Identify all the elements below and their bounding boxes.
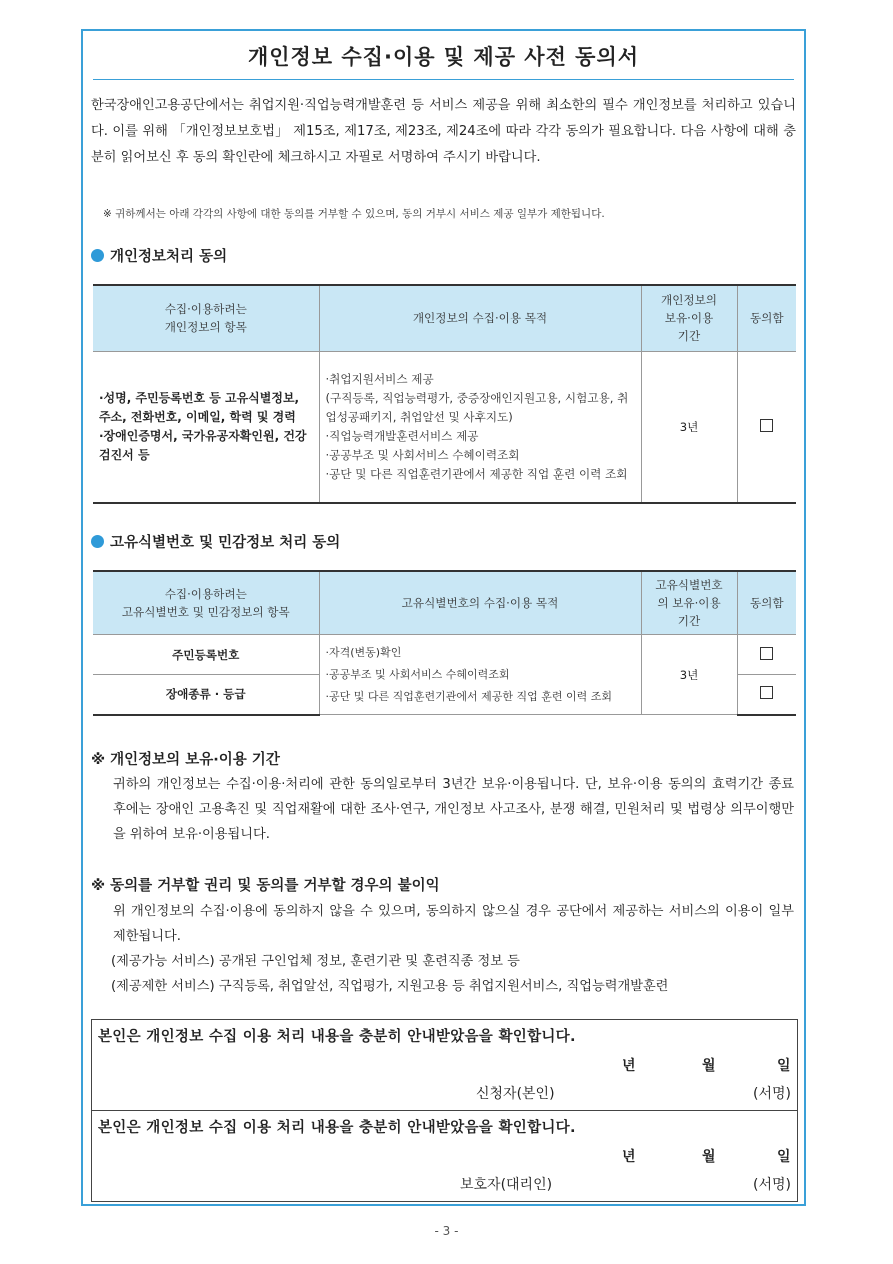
- agree-cell: [737, 675, 796, 715]
- guardian-sign-row: [92, 1110, 797, 1201]
- retention-heading: ※ 개인정보의 보유·이용 기간: [91, 752, 280, 768]
- col-header-purpose: 고유식별번호의 수집·이용 목적: [319, 571, 641, 635]
- item-disability-grade: 장애종류 · 등급: [93, 675, 319, 715]
- col-header-period: 개인정보의 보유·이용 기간: [641, 285, 737, 351]
- signature-field[interactable]: (서명): [753, 1086, 791, 1102]
- bullet-dot-icon: [91, 249, 104, 262]
- agree-checkbox[interactable]: [760, 686, 773, 699]
- title-divider: [93, 79, 794, 80]
- refusal-paragraph: [113, 899, 794, 949]
- col-header-items: 수집·이용하려는 고유식별번호 및 민감정보의 항목: [93, 571, 319, 635]
- day-label: 일: [777, 1058, 791, 1074]
- signature-field[interactable]: (서명): [753, 1177, 791, 1193]
- items-cell: ·성명, 주민등록번호 등 고유식별정보, 주소, 전화번호, 이메일, 학력 및 경력 ·장애인증명서, 국가유공자확인원, 건강검진서 등: [93, 351, 319, 503]
- sensitive-info-table: [93, 570, 796, 716]
- section1-heading: [91, 245, 227, 266]
- consent-statement: 본인은 개인정보 수집 이용 처리 내용을 충분히 안내받았음을 확인합니다.: [98, 1120, 576, 1136]
- period-cell: 3년: [641, 351, 737, 503]
- col-header-purpose: 개인정보의 수집·이용 목적: [319, 285, 641, 351]
- agree-cell: [737, 635, 796, 675]
- intro-text: 한국장애인고용공단에서는 취업지원·직업능력개발훈련 등 서비스 제공을 위해 최소한의 필수 개인정보를 처리하고 있습니다. 이를 위해 「개인정보보호법」 제15조, 제17조, 제23조, 제24조에 따라 각각 동의가 필요합니다. 다음 사항에 대해 충분히 읽어보신 후 동의 확인란에 체크하시고 자필로 서명하여 주시기 바랍니다.: [91, 98, 796, 165]
- retention-text: 귀하의 개인정보는 수집·이용·처리에 관한 동의일로부터 3년간 보유·이용됩니다. 단, 보유·이용 동의의 효력기간 종료 후에는 장애인 고용촉진 및 직업재활에 대한 조사·연구, 개인정보 사고조사, 분쟁 해결, 민원처리 및 법령상 의무이행만을 위하여 보유·이용됩니다.: [113, 777, 794, 842]
- applicant-sign-row: [92, 1020, 797, 1110]
- consent-statement: 본인은 개인정보 수집 이용 처리 내용을 충분히 안내받았음을 확인합니다.: [98, 1029, 576, 1045]
- refusal-text: 위 개인정보의 수집·이용에 동의하지 않을 수 있으며, 동의하지 않으실 경우 공단에서 제공하는 서비스의 이용이 일부 제한됩니다.: [113, 904, 794, 944]
- item-resident-number: 주민등록번호: [93, 635, 319, 675]
- available-services: (제공가능 서비스) 공개된 구인업체 정보, 훈련기관 및 훈련직종 정보 등: [111, 954, 520, 969]
- document-frame: [81, 29, 806, 1206]
- refusal-heading: ※ 동의를 거부할 권리 및 동의를 거부할 경우의 불이익: [91, 878, 440, 894]
- purpose-cell: ·취업지원서비스 제공 (구직등록, 직업능력평가, 중증장애인지원고용, 시험고용, 취업성공패키지, 취업알선 및 사후지도) ·직업능력개발훈련서비스 제공 ·공공부조 및 사회서비스 수혜이력조회 ·공단 및 다른 직업훈련기관에서 제공한 직업 훈련 이력 조회: [319, 351, 641, 503]
- guardian-label: 보호자(대리인): [460, 1177, 553, 1193]
- col-header-items: 수집·이용하려는 개인정보의 항목: [93, 285, 319, 351]
- section2-heading: [91, 531, 340, 552]
- agree-cell: [737, 351, 796, 503]
- col-header-agree: 동의함: [737, 571, 796, 635]
- applicant-label: 신청자(본인): [476, 1086, 555, 1102]
- agree-checkbox[interactable]: [760, 647, 773, 660]
- day-label: 일: [777, 1149, 791, 1165]
- signature-box: [91, 1019, 798, 1202]
- page-title: 개인정보 수집·이용 및 제공 사전 동의서: [247, 45, 640, 69]
- month-label: 월: [702, 1058, 716, 1074]
- page-number: - 3 -: [434, 1224, 459, 1238]
- refusal-notice: ※ 귀하께서는 아래 각각의 사항에 대한 동의를 거부할 수 있으며, 동의 거부시 서비스 제공 일부가 제한됩니다.: [103, 208, 605, 220]
- section1-title: 개인정보처리 동의: [110, 249, 228, 265]
- bullet-dot-icon: [91, 535, 104, 548]
- restricted-services: (제공제한 서비스) 구직등록, 취업알선, 직업평가, 지원고용 등 취업지원서비스, 직업능력개발훈련: [111, 979, 669, 994]
- year-label: 년: [622, 1149, 636, 1165]
- personal-info-table: [93, 284, 796, 504]
- month-label: 월: [702, 1149, 716, 1165]
- agree-checkbox[interactable]: [760, 419, 773, 432]
- col-header-agree: 동의함: [737, 285, 796, 351]
- purpose-cell: ·자격(변동)확인 ·공공부조 및 사회서비스 수혜이력조회 ·공단 및 다른 직업훈련기관에서 제공한 직업 훈련 이력 조회: [319, 635, 641, 715]
- section2-title: 고유식별번호 및 민감정보 처리 동의: [110, 535, 341, 551]
- retention-paragraph: [113, 772, 794, 847]
- intro-paragraph: [91, 93, 796, 171]
- col-header-period: 고유식별번호 의 보유·이용 기간: [641, 571, 737, 635]
- year-label: 년: [622, 1058, 636, 1074]
- period-cell: 3년: [641, 635, 737, 715]
